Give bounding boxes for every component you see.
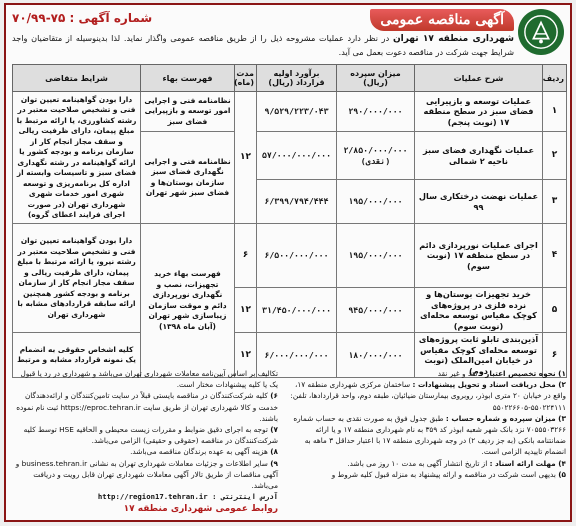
row-conditions: دارا بودن گواهینامه تعیین توان فنی و تشخیص صلاحیت معتبر در رشته کشاورزی، یا ارائه مرتبط با مبلغ پیمان، دارای ظرفیت ریالی و سقف مجاز انجام کار از سازمان برنامه و بودجه کشور یا ارائه گواهینامه در رشته نگهداری فضای سبز و تاسیسات وابسته از اداره کل برنامه‌ریزی و توسعه شهری امور خدمات شهری شهرداری تهران (در صورت اجرای فرایند اعطای گروه) bbox=[13, 92, 141, 224]
ad-notes bbox=[12, 368, 566, 518]
note-item: ۵) بدیهی است شرکت در مناقصه و ارائه پیشنهاد به منزله قبول کلیه شروط و bbox=[331, 469, 566, 479]
ad-header bbox=[6, 5, 570, 63]
tender-table bbox=[12, 64, 567, 378]
table-header-row bbox=[13, 65, 567, 92]
row-conditions: دارا بودن گواهینامه تعیین توان فنی و تشخیص صلاحیت معتبر در رشته نیرو، یا ارائه مرتبط با مبلغ پیمان، دارای ظرفیت ریالی و سقف مجاز انجام کار از سازمان برنامه و بودجه کشور همچنین ارائه سابقه قراردادهای مشابه با شهرداری تهران bbox=[13, 224, 141, 333]
note-item: ۹) سایر اطلاعات و جزئیات معاملات شهرداری تهران به نشانی business.tehran.ir و آگهی مناقصات از طریق تالار آگهی معاملات شهرداری تهران قابل رویت و دریافت می‌باشد. bbox=[15, 458, 278, 491]
row-deposit: ۱۹۵/۰۰۰/۰۰۰ bbox=[337, 224, 415, 288]
row-number: ۳ bbox=[543, 180, 567, 224]
col-header-duration: مدت (ماه) bbox=[235, 65, 257, 92]
row-number: ۱ bbox=[543, 92, 567, 132]
row-number: ۶ bbox=[543, 333, 567, 378]
row-deposit: ۲۹۰/۰۰۰/۰۰۰ bbox=[337, 92, 415, 132]
row-estimate: ۶/۳۹۹/۷۹۴/۴۴۴ bbox=[257, 180, 337, 224]
notes-right-column bbox=[288, 368, 566, 480]
note-item: ۱) نحوه تخصیص اعتبار : نقد و غیر نقد bbox=[437, 369, 566, 378]
row-price-list: فهرست بهاء خرید تجهیزات، نصب و نگهداری نورپردازی دائم و موقت سازمان زیباسازی شهر تهران (آبان ماه ۱۳۹۸) bbox=[141, 224, 235, 378]
row-number: ۵ bbox=[543, 288, 567, 333]
ad-intro bbox=[12, 32, 514, 59]
note-item: ۸) هزینه آگهی به عهده برندگان مناقصه می‌باشد. bbox=[130, 447, 278, 457]
row-description: آذین‌بندی تابلو ثابت پروژه‌های توسعه محله‌ای کوچک مقیاس در خیابان امین‌الملک (نوبت دوم) bbox=[415, 333, 543, 378]
row-description: عملیات نهضت درختکاری سال ۹۹ bbox=[415, 180, 543, 224]
col-header-conditions: شرایط متقاضی bbox=[13, 65, 141, 92]
col-header-price-list: فهرست بهاء bbox=[141, 65, 235, 92]
row-description: خرید تجهیزات بوستان‌ها و نرده فلزی در پروژه‌های کوچک مقیاس توسعه محله‌ای (نوبت سوم) bbox=[415, 288, 543, 333]
note-item: ۶) کلیه شرکت‌کنندگان در مناقصه بایستی قبلاً در سایت تامین‌کنندگان و ارائه‌دهندگان خدمت و کالا شهرداری تهران از طریق سایت https://eproc.tehran.ir ثبت نام نموده باشند. bbox=[16, 391, 278, 423]
col-header-row: ردیف bbox=[543, 65, 567, 92]
row-estimate: ۶/۵۰۰/۰۰۰/۰۰۰ bbox=[257, 224, 337, 288]
row-deposit: ۱۸۰/۰۰۰/۰۰۰ bbox=[337, 333, 415, 378]
row-description: عملیات نگهداری فضای سبز ناحیه ۲ شمالی bbox=[415, 132, 543, 180]
note-item: ۳) میزان سپرده و شماره حساب : طبق جدول فوق به صورت نقدی به حساب شماره ۷۰۵۵۵۰۳۲۶۶ نزد بانک شهر شعبه ابوذر کد ۳۵۹ به نام شهرداری منطقه ۱۷ و یا ارائه ضمانتنامه بانکی (به جز ردیف ۲) در وجه شهرداری منطقه ۱۷ با اعتبار حداقل ۳ ماهه به انضمام تاییدیه الزامی است. bbox=[293, 413, 566, 457]
intro-org: شهرداری منطقه ۱۷ تهران bbox=[392, 34, 514, 44]
row-duration: ۱۲ bbox=[235, 288, 257, 333]
row-price-list: نظامنامه فنی و اجرایی امور توسعه و بازپیرایی فضای سبز bbox=[141, 92, 235, 132]
row-number: ۴ bbox=[543, 224, 567, 288]
intro-text: در نظر دارد عملیات مشروحه ذیل را از طریق مناقصه عمومی واگذار نماید. لذا بدینوسیله از متقاضیان واجد شرایط جهت شرکت در مناقصه دعوت بعمل می آید. bbox=[12, 33, 514, 57]
ad-number-value: ۷۵-۷۰/۹۹ bbox=[12, 11, 66, 25]
row-deposit: ۲/۸۵۰/۰۰۰/۰۰۰ (نقدی) bbox=[337, 132, 415, 180]
note-item: تکالیف بر اساس آیین‌نامه معاملات شهرداری تهران می‌باشد و شهرداری در رد یا قبول یک یا کلیه پیشنهادات مختار است. bbox=[20, 369, 278, 390]
col-header-deposit: میزان سپرده (ریال) bbox=[337, 65, 415, 92]
ad-number-label: شماره آگهی : bbox=[69, 11, 153, 25]
note-item: ۷) توجه به اجرای دقیق ضوابط و مقررات زیست محیطی و الحاقیه HSE توسط کلیه شرکت‌کنندگان در مناقصه (حقوقی و حقیقی) الزامی می‌باشد. bbox=[23, 425, 278, 446]
website-link[interactable]: آدرس اینترنتی : http://region17.tehran.ir bbox=[97, 492, 278, 502]
notes-left-column bbox=[12, 368, 278, 516]
row-price-list: نظامنامه فنی و اجرایی نگهداری فضای سبز سازمان بوستان‌ها و فضای سبز شهر تهران bbox=[141, 132, 235, 224]
row-description: اجرای عملیات نورپردازی دائم در سطح منطقه ۱۷ (نوبت سوم) bbox=[415, 224, 543, 288]
row-conditions: کلیه اشخاص حقوقی به انضمام یک نمونه قرارداد مشابه و مرتبط bbox=[13, 333, 141, 378]
ad-title: آگهی مناقصه عمومی bbox=[370, 9, 514, 31]
row-deposit: ۹۴۵/۰۰۰/۰۰۰ bbox=[337, 288, 415, 333]
row-number: ۲ bbox=[543, 132, 567, 180]
row-deposit: ۱۹۵/۰۰۰/۰۰۰ bbox=[337, 180, 415, 224]
table-row bbox=[13, 224, 567, 288]
tender-ad-page bbox=[4, 3, 572, 522]
row-estimate: ۹/۵۲۹/۲۲۳/۰۴۳ bbox=[257, 92, 337, 132]
note-item: ۴) مهلت ارائه اسناد : از تاریخ انتشار آگهی به مدت ۱۰ روز می باشد. bbox=[347, 458, 566, 468]
row-description: عملیات توسعه و بازپیرایی فضای سبز در سطح منطقه ۱۷ (نوبت پنجم) bbox=[415, 92, 543, 132]
table-row bbox=[13, 92, 567, 132]
note-item: ۲) محل دریافت اسناد و تحویل پیشنهادات : ساختمان مرکزی شهرداری منطقه ۱۷، واقع در خیابان ۲۰ متری ابوذر، روبروی بیمارستان ضیائیان، طبقه دوم، واحد قراردادها، تلفن: ۵۵۰۲۲۴۱۱۱-۵۵۰۲۲۶۶۰۵ bbox=[290, 380, 566, 412]
col-header-estimate: برآورد اولیه قرارداد (ریال) bbox=[257, 65, 337, 92]
row-estimate: ۶/۰۰۰/۰۰۰/۰۰۰ bbox=[257, 333, 337, 378]
row-estimate: ۳۱/۴۵۰/۰۰۰/۰۰۰ bbox=[257, 288, 337, 333]
row-duration: ۶ bbox=[235, 224, 257, 288]
row-estimate: ۵۷/۰۰۰/۰۰۰/۰۰۰ bbox=[257, 132, 337, 180]
public-relations-signature: روابط عمومی شهرداری منطقه ۱۷ bbox=[123, 504, 278, 515]
municipality-logo-icon bbox=[518, 9, 564, 55]
row-duration: ۱۲ bbox=[235, 92, 257, 224]
col-header-desc: شرح عملیات bbox=[415, 65, 543, 92]
ad-number bbox=[12, 11, 152, 25]
row-duration: ۱۲ bbox=[235, 333, 257, 378]
